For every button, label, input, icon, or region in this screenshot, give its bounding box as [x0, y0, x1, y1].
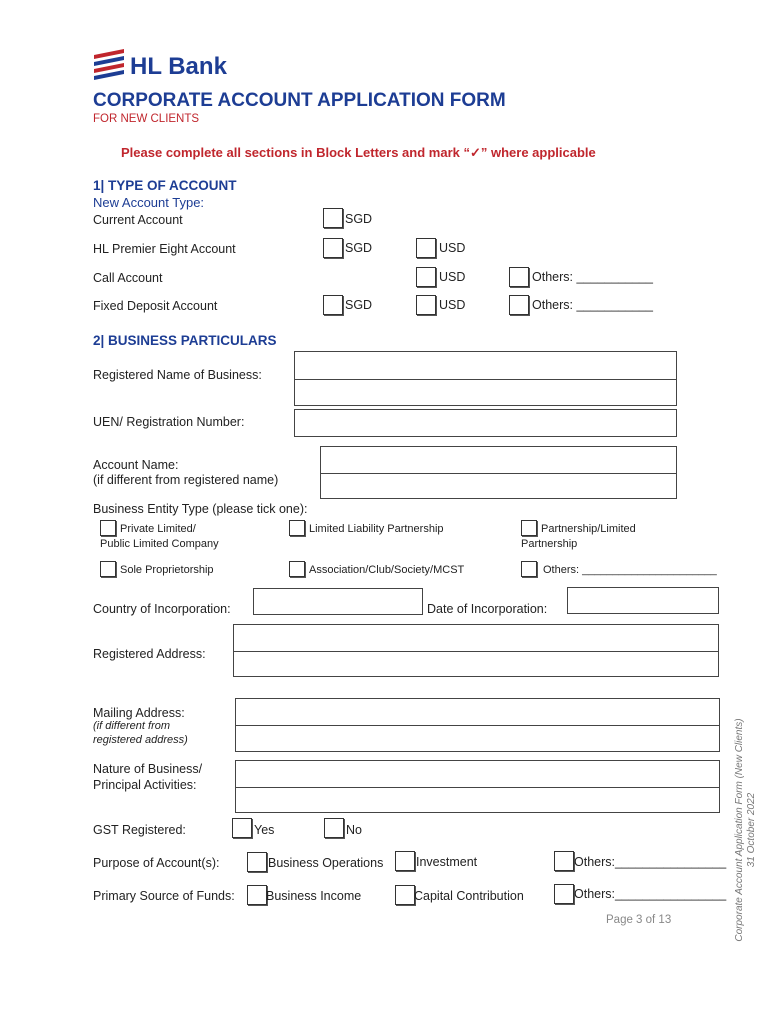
- section1-title: 1| TYPE OF ACCOUNT: [93, 178, 237, 193]
- purpose-inv-checkbox[interactable]: [395, 851, 415, 871]
- logo: [90, 47, 128, 88]
- logo-text: HL Bank: [130, 53, 227, 80]
- purpose-inv-label: Investment: [416, 855, 478, 869]
- registered-name-label: Registered Name of Business:: [93, 368, 262, 382]
- row-fixed-label: Fixed Deposit Account: [93, 299, 218, 313]
- country-label: Country of Incorporation:: [93, 602, 231, 616]
- entity-sole-label: Sole Proprietorship: [120, 564, 214, 576]
- entity-others-checkbox[interactable]: [521, 561, 537, 577]
- nature-field[interactable]: [235, 760, 720, 813]
- gst-yes-checkbox[interactable]: [232, 818, 252, 838]
- mailing-address-field[interactable]: [235, 698, 720, 752]
- fixed-sgd-label: SGD: [345, 298, 373, 312]
- entity-llp-label: Limited Liability Partnership: [309, 523, 444, 535]
- entity-private-checkbox[interactable]: [100, 520, 116, 536]
- section2-title: 2| BUSINESS PARTICULARS: [93, 333, 277, 348]
- premier-usd-checkbox[interactable]: [416, 238, 436, 258]
- registered-address-field[interactable]: [233, 624, 719, 677]
- fixed-others-label: Others: ___________: [532, 298, 653, 312]
- purpose-ops-label: Business Operations: [268, 856, 384, 870]
- entity-private-label-2: Public Limited Company: [100, 538, 219, 550]
- source-others-checkbox[interactable]: [554, 884, 574, 904]
- gst-label: GST Registered:: [93, 823, 186, 837]
- premier-sgd-label: SGD: [345, 241, 373, 255]
- call-usd-label: USD: [439, 270, 466, 284]
- nature-label-1: Nature of Business/: [93, 762, 203, 776]
- purpose-others-label: Others:________________: [574, 855, 727, 869]
- row-premier-label: HL Premier Eight Account: [93, 242, 236, 256]
- page-number: Page 3 of 13: [606, 914, 672, 926]
- entity-assoc-label: Association/Club/Society/MCST: [309, 564, 465, 576]
- account-name-field[interactable]: [320, 446, 677, 499]
- current-sgd-label: SGD: [345, 212, 373, 226]
- country-field[interactable]: [253, 588, 423, 615]
- mailing-address-note-2: registered address): [93, 734, 188, 746]
- gst-yes-label: Yes: [254, 823, 275, 837]
- fixed-usd-label: USD: [439, 298, 466, 312]
- side-note-line-2: 31 October 2022: [746, 792, 757, 868]
- gst-no-checkbox[interactable]: [324, 818, 344, 838]
- source-capital-label: Capital Contribution: [414, 889, 524, 903]
- account-name-label: Account Name:: [93, 458, 179, 472]
- call-others-label: Others: ___________: [532, 270, 653, 284]
- instruction: Please complete all sections in Block Letters and mark “✓” where applicable: [121, 145, 596, 160]
- entity-llp-checkbox[interactable]: [289, 520, 305, 536]
- entity-partnership-label-2: Partnership: [521, 538, 578, 550]
- source-others-label: Others:________________: [574, 887, 727, 901]
- form-subtitle: FOR NEW CLIENTS: [93, 113, 200, 125]
- call-others-checkbox[interactable]: [509, 267, 529, 287]
- source-capital-checkbox[interactable]: [395, 885, 415, 905]
- source-income-label: Business Income: [266, 889, 362, 903]
- fixed-others-checkbox[interactable]: [509, 295, 529, 315]
- side-note-line-1: Corporate Account Application Form (New Clients): [734, 718, 745, 942]
- source-label: Primary Source of Funds:: [93, 889, 235, 903]
- mailing-address-note-1: (if different from: [93, 720, 171, 732]
- mailing-address-label: Mailing Address:: [93, 706, 185, 720]
- uen-field[interactable]: [294, 409, 677, 437]
- entity-partnership-label: Partnership/Limited: [541, 523, 636, 535]
- side-note: [734, 710, 764, 950]
- fixed-usd-checkbox[interactable]: [416, 295, 436, 315]
- current-sgd-checkbox[interactable]: [323, 208, 343, 228]
- entity-others-label: Others: ______________________: [543, 564, 717, 576]
- row-call-label: Call Account: [93, 271, 163, 285]
- registered-address-label: Registered Address:: [93, 647, 206, 661]
- hlbank-logo-icon: [90, 47, 128, 85]
- premier-usd-label: USD: [439, 241, 466, 255]
- purpose-others-checkbox[interactable]: [554, 851, 574, 871]
- fixed-sgd-checkbox[interactable]: [323, 295, 343, 315]
- source-income-checkbox[interactable]: [247, 885, 267, 905]
- nature-label-2: Principal Activities:: [93, 778, 197, 792]
- entity-type-label: Business Entity Type (please tick one):: [93, 502, 308, 516]
- purpose-ops-checkbox[interactable]: [247, 852, 267, 872]
- row-current-label: Current Account: [93, 213, 183, 227]
- call-usd-checkbox[interactable]: [416, 267, 436, 287]
- entity-assoc-checkbox[interactable]: [289, 561, 305, 577]
- uen-label: UEN/ Registration Number:: [93, 415, 245, 429]
- entity-sole-checkbox[interactable]: [100, 561, 116, 577]
- gst-no-label: No: [346, 823, 362, 837]
- section1-subtitle: New Account Type:: [93, 195, 205, 210]
- form-title: CORPORATE ACCOUNT APPLICATION FORM: [93, 90, 506, 111]
- premier-sgd-checkbox[interactable]: [323, 238, 343, 258]
- entity-private-label: Private Limited/: [120, 523, 196, 535]
- registered-name-field[interactable]: [294, 351, 677, 406]
- entity-partnership-checkbox[interactable]: [521, 520, 537, 536]
- account-name-note: (if different from registered name): [93, 473, 279, 487]
- date-field[interactable]: [567, 587, 719, 614]
- date-label: Date of Incorporation:: [427, 602, 548, 616]
- purpose-label: Purpose of Account(s):: [93, 856, 220, 870]
